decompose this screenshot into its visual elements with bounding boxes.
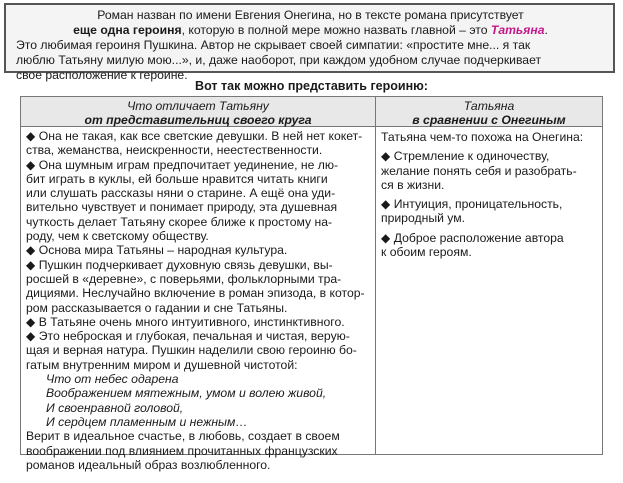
intro-line-2 — [16, 23, 605, 38]
left-text-line: ◆ Пушкин подчеркивает духовную связь девушки, вы- — [26, 257, 333, 272]
left-text-line: дициями. Неслучайно включение в роман эпизода, в котор- — [26, 286, 365, 301]
comparison-table — [20, 96, 603, 472]
right-header-line-1: Татьяна — [463, 99, 515, 113]
right-column-header — [376, 97, 602, 127]
left-text-line: или слушать рассказы няни о старине. А ещё она уди- — [26, 186, 336, 201]
left-text-line: чуткость делает Татьяну скорее ближе к простому на- — [26, 214, 333, 229]
left-header-line-1: Что отличает Татьяну — [127, 99, 269, 113]
intro-heroine-name: Татьяна — [490, 23, 545, 37]
left-text-line: роду, чем к светскому обществу. — [26, 229, 209, 244]
right-item-line: ◆ Доброе расположение автора — [381, 230, 564, 245]
intro-line-2-end: . — [544, 23, 548, 37]
left-column-header — [21, 97, 376, 127]
left-text-line: ◆ Она шумным играм предпочитает уединение, не лю- — [26, 157, 339, 172]
left-tail-line: воображении под влиянием прочитанных французских — [26, 443, 338, 458]
table-caption: Вот так можно представить героиню: — [195, 79, 428, 93]
right-intro-line: Татьяна чем-то похожа на Онегина: — [381, 130, 584, 144]
poem-line: И сердцем пламенным и нежным… — [46, 414, 248, 429]
left-text-line: ства, жеманства, неискренности, неестественности. — [26, 143, 323, 158]
intro-line-2-mid: , которую в полной мере можно назвать главной – это — [181, 23, 491, 37]
left-text-line: ◆ Она не такая, как все светские девушки. В ней нет кокет- — [26, 129, 363, 143]
left-tail-line: Верит в идеальное счастье, в любовь, создает в своем — [26, 429, 340, 444]
intro-highlight-phrase: еще одна героиня — [73, 23, 182, 37]
poem-line: Что от небес одарена — [46, 372, 179, 387]
left-text-line: бит играть в куклы, ей больше нравится читать книги — [26, 171, 328, 186]
left-text-line: вительно чувствует и понимает природу, эта душевная — [26, 200, 338, 215]
left-text-line: ◆ Это неброская и глубокая, печальная и чистая, верую- — [26, 329, 350, 344]
left-text-line: ◆ В Татьяне очень много интуитивного, инстинктивного. — [26, 314, 345, 329]
poem-line: И своенравной головой, — [46, 400, 184, 415]
right-column-body — [376, 127, 602, 259]
left-text-line: ром рассказывается о гадании и сне Татьяны. — [26, 300, 288, 315]
right-item-line: природный ум. — [381, 211, 465, 226]
right-header-line-2: в сравнении с Онегиным — [412, 113, 566, 127]
poem-line: Воображением мятежным, умом и волею живой, — [46, 386, 327, 401]
left-text-line: гатым внутренним миром и душевной чистотой: — [26, 357, 298, 372]
right-item-line: ◆ Интуиция, проницательность, — [381, 197, 563, 212]
right-item-line: к обоим героям. — [381, 245, 472, 260]
right-item-line: ◆ Стремление к одиночеству, — [381, 149, 550, 164]
intro-line-3: Это любимая героиня Пушкина. Автор не скрывает своей симпатии: «простите мне... я так — [16, 38, 531, 52]
intro-line-4: люблю Татьяну милую мою...», и, даже наоборот, при каждом удобном случае подчеркивает — [16, 53, 542, 67]
left-tail-line: романов идеальный образ возлюбленного. — [26, 457, 271, 472]
right-item-line: желание понять себя и разобрать- — [381, 163, 577, 178]
left-header-line-2: от представительниц своего круга — [84, 113, 312, 127]
intro-box — [4, 3, 615, 82]
left-column-body — [21, 127, 376, 472]
left-text-line: щая и верная натура. Пушкин наделили свою героиню бо- — [26, 343, 357, 358]
left-text-line: росшей в «деревне», с поверьями, фольклорными тра- — [26, 271, 342, 286]
intro-line-5: свое расположение к героине. — [16, 68, 188, 82]
left-text-line: ◆ Основа мира Татьяны – народная культура. — [26, 243, 288, 258]
intro-line-1: Роман назван по имени Евгения Онегина, но в тексте романа присутствует — [97, 8, 524, 22]
right-item-line: ся в жизни. — [381, 177, 445, 192]
